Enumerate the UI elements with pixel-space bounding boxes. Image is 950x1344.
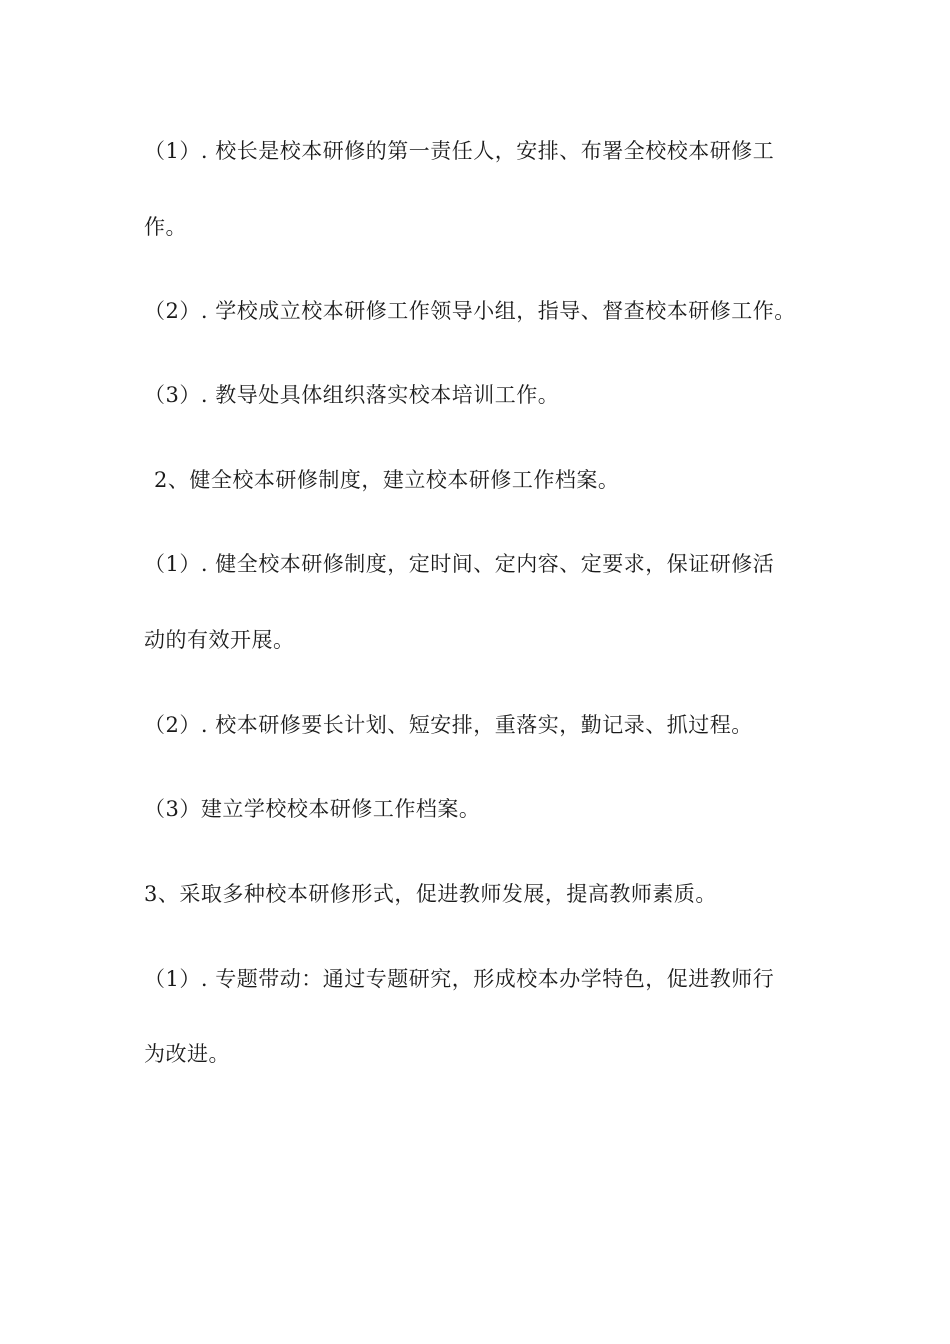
section-heading: 2、健全校本研修制度，建立校本研修工作档案。 xyxy=(154,468,620,492)
paragraph-line: （1）. 专题带动：通过专题研究，形成校本办学特色，促进教师行 xyxy=(144,967,775,991)
paragraph-line: 为改进。 xyxy=(144,1042,230,1066)
paragraph-line: （1）. 校长是校本研修的第一责任人，安排、布署全校校本研修工 xyxy=(144,139,775,163)
section-heading: 3、采取多种校本研修形式，促进教师发展，提高教师素质。 xyxy=(144,882,717,906)
paragraph-line: 动的有效开展。 xyxy=(144,628,295,652)
paragraph-line: （3）. 教导处具体组织落实校本培训工作。 xyxy=(144,383,560,407)
paragraph-line: 作。 xyxy=(144,215,187,239)
paragraph-line: （2）. 校本研修要长计划、短安排，重落实，勤记录、抓过程。 xyxy=(144,713,753,737)
paragraph-line: （1）. 健全校本研修制度，定时间、定内容、定要求，保证研修活 xyxy=(144,552,775,576)
paragraph-line: （3）建立学校校本研修工作档案。 xyxy=(144,797,481,821)
paragraph-line: （2）. 学校成立校本研修工作领导小组，指导、督查校本研修工作。 xyxy=(144,299,796,323)
